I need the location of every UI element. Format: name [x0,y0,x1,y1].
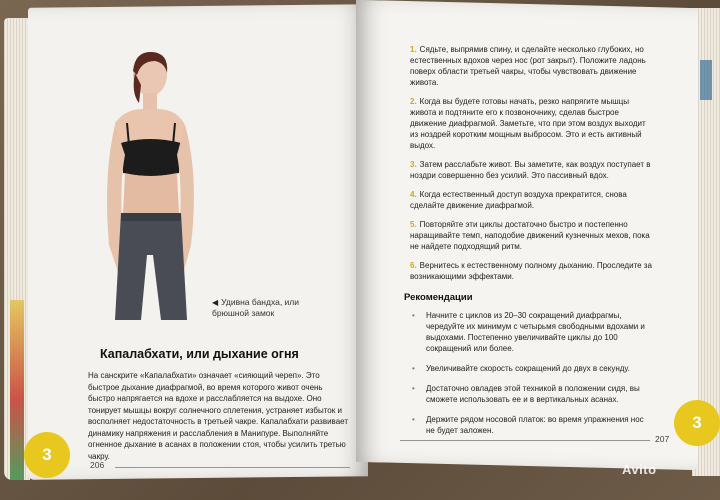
caption-arrow-icon: ◀ [212,298,219,307]
caption-line-1: Удивна бандха, или [221,297,300,307]
section-heading: Капалабхати, или дыхание огня [100,347,299,361]
recommendation-item: • Начните с циклов из 20–30 сокращений диафрагмы, чередуйте их минимум с четырьмя свободными вдохами и выдохами. Постепенно увеличивайте циклы до 100 сокращений или более. [412,311,645,353]
chapter-tab-number: 3 [42,445,52,464]
bullet-icon: • [412,311,415,320]
left-body-text: На санскрите «Капалабхати» означает «сияющий череп». Это быстрое дыхание диафрагмой, во время которого живот очень быстро напрягается на вдохе и расслабляется на выдохе. Оно тонирует мышцы вокруг солнечного сплетения, устраняет избыток и восполняет недостаточность в третьей чакре. Капалабхати развивает динамику напряжения и расслабления в Манипуре. Выполняйте огненное дыхание в асанах в положении стоя, чтобы усилить третью чакру. [88,371,349,461]
recommendations-list [412,310,652,445]
recommendation-item: • Держите рядом носовой платок: во время упражнения нос не будет заложен. [412,415,644,435]
step-4: 4. Когда естественный доступ воздуха прекратится, снова сделайте движение диафрагмой. [410,190,627,210]
bullet-icon: • [412,384,415,393]
caption-line-2: брюшной замок [212,308,275,318]
right-page-number: 207 [655,434,670,444]
step-1: 1. Сядьте, выпрямив спину, и сделайте несколько глубоких, но естественных вдохов через нос (рот закрыт). Положите ладонь поверх области третьей чакры, чтобы чувствовать движение живота. [410,45,646,87]
recommendations-heading: Рекомендации [404,292,473,303]
chapter-tab-right [674,400,720,446]
left-footer-rule [115,467,350,468]
step-3: 3. Затем расслабьте живот. Вы заметите, как воздух поступает в ноздри совершенно без усилий. Это пассивный вдох. [410,160,651,180]
bullet-icon: • [412,415,415,424]
photo-caption [212,297,322,319]
right-tab-strip [700,60,712,100]
right-footer-rule [400,440,650,441]
recommendation-item: • Увеличивайте скорость сокращений до двух в секунду. [412,364,630,373]
chapter-tab-left [24,432,70,478]
chapter-tab-number: 3 [692,413,702,432]
color-tab-strip [10,300,24,480]
avito-watermark: Avito [622,462,657,477]
steps-list [410,44,655,290]
left-page-number: 206 [90,460,105,470]
bullet-icon: • [412,364,415,373]
woman-photo [95,45,205,320]
recommendation-item: • Достаточно овладев этой техникой в положении сидя, вы сможете использовать ее и в вертикальных асанах. [412,384,640,404]
step-2: 2. Когда вы будете готовы начать, резко напрягите мышцы живота и подтяните его к позвоночнику, сделав быстрое движение диафрагмой. Заметьте, что при этом воздух выходит из ноздрей коротким мощным выбросом. Это и есть активный выдох. [410,97,646,150]
step-5: 5. Повторяйте эти циклы достаточно быстро и постепенно наращивайте темп, наподобие движений кузнечных мехов, пока не найдете подходящий ритм. [410,220,650,251]
step-6: 6. Вернитесь к естественному полному дыханию. Проследите за возникающими эффектами. [410,261,652,281]
